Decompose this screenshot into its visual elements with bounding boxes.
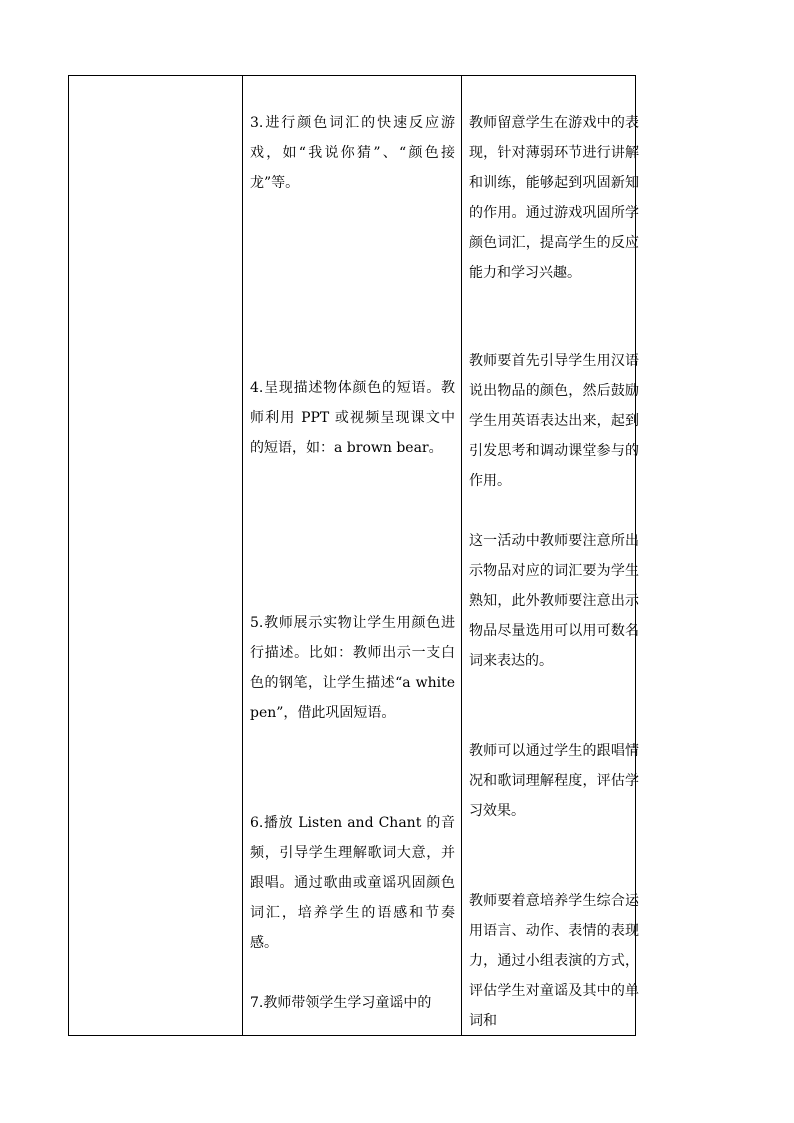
note-3-text: 教师留意学生在游戏中的表现，针对薄弱环节进行讲解和训练，能够起到巩固新知的作用。通过游戏巩固所学颜色词汇，提高学生的反应能力和学习兴趣。 xyxy=(469,115,639,281)
note-4-text: 教师要首先引导学生用汉语说出物品的颜色，然后鼓励学生用英语表达出来，起到引发思考和调动课堂参与的作用。 xyxy=(469,353,639,489)
note-7-text: 教师要着意培养学生综合运用语言、动作、表情的表现力，通过小组表演的方式，评估学生对童谣及其中的单词和 xyxy=(469,893,639,1029)
step-3-text: 3.进行颜色词汇的快速反应游戏，如“我说你猜”、“颜色接龙”等。 xyxy=(250,115,455,191)
step-5-text: 5.教师展示实物让学生用颜色进行描述。比如：教师出示一支白色的钢笔，让学生描述“a white pen”，借此巩固短语。 xyxy=(250,615,455,721)
step-7-text: 7.教师带领学生学习童谣中的 xyxy=(250,995,432,1011)
column-divider-1 xyxy=(242,76,243,1035)
note-5-text: 这一活动中教师要注意所出示物品对应的词汇要为学生熟知，此外教师要注意出示物品尽量选用可以用可数名词来表达的。 xyxy=(469,533,639,669)
lesson-plan-table xyxy=(68,75,639,1036)
column-divider-2 xyxy=(461,76,462,1035)
note-6-text: 教师可以通过学生的跟唱情况和歌词理解程度，评估学习效果。 xyxy=(469,743,639,819)
step-6-text: 6.播放 Listen and Chant 的音频，引导学生理解歌词大意，并跟唱。通过歌曲或童谣巩固颜色词汇，培养学生的语感和节奏感。 xyxy=(250,815,455,951)
step-4-text: 4.呈现描述物体颜色的短语。教师利用 PPT 或视频呈现课文中的短语，如：a brown bear。 xyxy=(250,380,455,456)
